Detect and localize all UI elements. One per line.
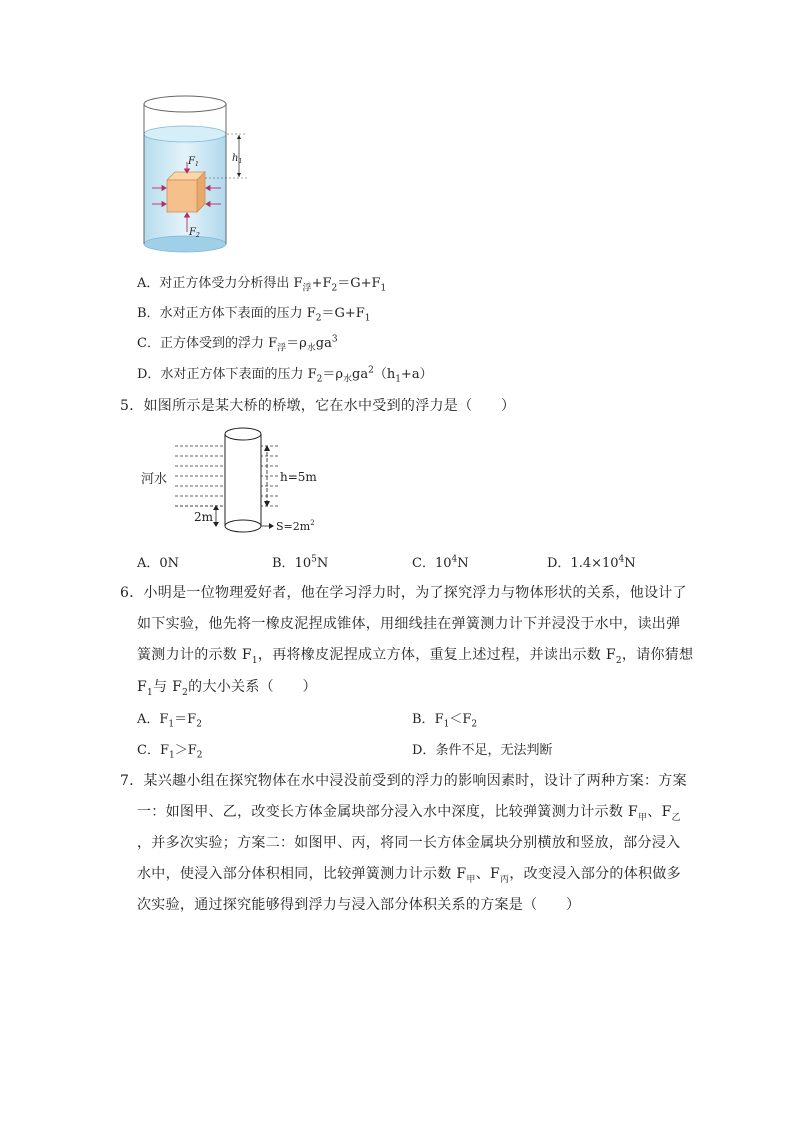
text: 水中，使浸入部分体积相同，比较弹簧测力计示数 F bbox=[137, 866, 467, 882]
text: ，再将橡皮泥捏成立方体，重复上述过程，并读出示数 F bbox=[257, 647, 616, 663]
option-text: 正方体受到的浮力 F bbox=[159, 336, 278, 351]
option-text: +F bbox=[311, 276, 332, 291]
option-text: F bbox=[434, 712, 444, 727]
superscript: 2 bbox=[368, 365, 374, 376]
q7-line-4 bbox=[137, 863, 681, 885]
q6-line-1: 6．小明是一位物理爱好者，他在学习浮力时，为了探究浮力与物体形状的关系，他设计了 bbox=[120, 585, 687, 601]
subscript: 1 bbox=[251, 655, 258, 666]
subscript: 水 bbox=[306, 343, 316, 354]
option-text: 条件不足，无法判断 bbox=[435, 743, 553, 758]
option-key: B． bbox=[412, 712, 435, 727]
subscript: 2 bbox=[196, 719, 202, 730]
option-text: 1.4×10 bbox=[570, 556, 619, 571]
q4-option-b[interactable] bbox=[137, 302, 371, 324]
q7-line-5: 次实验，通过探究能够得到浮力与浸入部分体积关系的方案是（ ） bbox=[137, 897, 581, 913]
label-f2: F bbox=[189, 227, 196, 238]
option-text: 对正方体受力分析得出 F bbox=[159, 276, 303, 291]
option-text: +a） bbox=[400, 367, 433, 382]
subscript: 水 bbox=[342, 374, 352, 385]
subscript: 1 bbox=[443, 719, 450, 730]
option-text: ＝ρ bbox=[322, 367, 343, 382]
option-text: 0N bbox=[159, 556, 180, 571]
option-key: B． bbox=[137, 306, 160, 321]
option-text: F bbox=[159, 743, 169, 758]
option-text: ＝G+F bbox=[321, 306, 365, 321]
cylinder-figure bbox=[135, 92, 265, 262]
subscript: 1 bbox=[364, 313, 371, 324]
option-text: 水对正方体下表面的压力 F bbox=[160, 367, 317, 382]
subscript: 甲 bbox=[637, 812, 648, 823]
label-h5m: h=5m bbox=[280, 470, 317, 484]
superscript: 5 bbox=[311, 554, 317, 565]
label-h: h bbox=[232, 153, 239, 164]
q7-line-1: 7．某兴趣小组在探究物体在水中浸没前受到的浮力的影响因素时，设计了两种方案：方案 bbox=[120, 773, 687, 789]
option-key: C． bbox=[137, 743, 160, 758]
option-text: 10 bbox=[434, 556, 452, 571]
q7-line-2 bbox=[137, 801, 681, 823]
subscript: 1 bbox=[168, 750, 175, 761]
label-h-sub: 1 bbox=[238, 158, 243, 165]
option-key: A． bbox=[137, 556, 160, 571]
q6-option-d[interactable] bbox=[412, 739, 552, 758]
q6-option-c[interactable] bbox=[137, 739, 202, 761]
option-key: C． bbox=[412, 556, 435, 571]
text: 簧测力计的示数 F bbox=[137, 647, 252, 663]
option-text: ga bbox=[315, 336, 332, 351]
option-text: ＞F bbox=[174, 743, 197, 758]
subscript: 1 bbox=[168, 719, 175, 730]
text: 、F bbox=[647, 804, 672, 820]
label-2m: 2m bbox=[194, 510, 214, 524]
option-key: D． bbox=[547, 556, 571, 571]
label-area-sup: 2 bbox=[310, 519, 315, 527]
svg-text:S=2m2 bbox=[276, 519, 315, 533]
q6-option-b[interactable] bbox=[412, 708, 477, 730]
option-text: ＝G+F bbox=[337, 276, 381, 291]
q6-option-a[interactable] bbox=[137, 708, 202, 730]
q4-option-a[interactable] bbox=[137, 272, 386, 294]
option-text: N bbox=[457, 556, 469, 571]
superscript: 3 bbox=[331, 334, 338, 345]
q6-line-3 bbox=[137, 644, 693, 666]
text: 与 F bbox=[153, 679, 183, 695]
superscript: 4 bbox=[451, 554, 458, 565]
subscript: 丙 bbox=[500, 874, 510, 885]
text: 、F bbox=[475, 866, 501, 882]
q6-line-2: 如下实验，他先将一橡皮泥捏成锥体，用细线挂在弹簧测力计下并浸没于水中，读出弹 bbox=[137, 616, 681, 632]
label-area: S=2m bbox=[276, 520, 311, 533]
subscript: 2 bbox=[331, 283, 338, 294]
bridge-pier-figure bbox=[135, 422, 345, 542]
option-text: N bbox=[624, 556, 636, 571]
subscript: 1 bbox=[395, 374, 401, 385]
label-f1: F bbox=[188, 156, 195, 167]
subscript: 浮 bbox=[277, 343, 287, 354]
option-text: 水对正方体下表面的压力 F bbox=[159, 306, 316, 321]
svg-text:h1 bbox=[232, 153, 242, 165]
subscript: 2 bbox=[182, 687, 189, 698]
q4-option-d[interactable] bbox=[137, 363, 433, 385]
option-text: N bbox=[316, 556, 329, 571]
text: ，改变浸入部分的体积做多 bbox=[509, 866, 681, 882]
q5-stem: 5．如图所示是某大桥的桥墩，它在水中受到的浮力是（ ） bbox=[120, 398, 516, 414]
option-text: ＝F bbox=[174, 712, 197, 727]
option-text: （h bbox=[373, 367, 396, 382]
q4-option-c[interactable] bbox=[137, 332, 338, 354]
text: F bbox=[137, 679, 148, 695]
label-f2-sub: 2 bbox=[195, 232, 200, 239]
subscript: 2 bbox=[316, 374, 323, 385]
subscript: 1 bbox=[380, 283, 387, 294]
option-text: ＜F bbox=[449, 712, 472, 727]
q5-option-d[interactable] bbox=[547, 552, 636, 571]
subscript: 1 bbox=[147, 687, 154, 698]
text: 一：如图甲、乙，改变长方体金属块部分浸入水中深度，比较弹簧测力计示数 F bbox=[137, 804, 638, 820]
q5-option-b[interactable] bbox=[272, 552, 328, 571]
subscript: 2 bbox=[315, 313, 322, 324]
label-river: 河水 bbox=[141, 472, 168, 487]
subscript: 2 bbox=[615, 655, 622, 666]
option-key: A． bbox=[137, 276, 160, 291]
option-key: D． bbox=[137, 367, 161, 382]
q5-option-c[interactable] bbox=[412, 552, 469, 571]
q5-option-a[interactable] bbox=[137, 552, 179, 571]
subscript: 2 bbox=[196, 750, 203, 761]
option-text: ga bbox=[352, 367, 369, 382]
option-text: 10 bbox=[294, 556, 312, 571]
subscript: 2 bbox=[471, 719, 478, 730]
subscript: 乙 bbox=[671, 812, 681, 823]
text: 的大小关系（ ） bbox=[188, 679, 317, 695]
option-key: A． bbox=[137, 712, 160, 727]
label-f1-sub: 1 bbox=[194, 161, 199, 168]
option-key: B． bbox=[272, 556, 295, 571]
option-key: C． bbox=[137, 336, 160, 351]
option-text: ＝ρ bbox=[286, 336, 307, 351]
subscript: 浮 bbox=[302, 283, 312, 294]
q6-line-4 bbox=[137, 676, 317, 698]
text: ，请你猜想 bbox=[621, 647, 694, 663]
subscript: 甲 bbox=[466, 874, 476, 885]
q7-line-3: ，并多次实验；方案二：如图甲、丙，将同一长方体金属块分别横放和竖放，部分浸入 bbox=[137, 835, 681, 851]
option-text: F bbox=[159, 712, 169, 727]
option-key: D． bbox=[412, 743, 436, 758]
superscript: 4 bbox=[618, 554, 625, 565]
